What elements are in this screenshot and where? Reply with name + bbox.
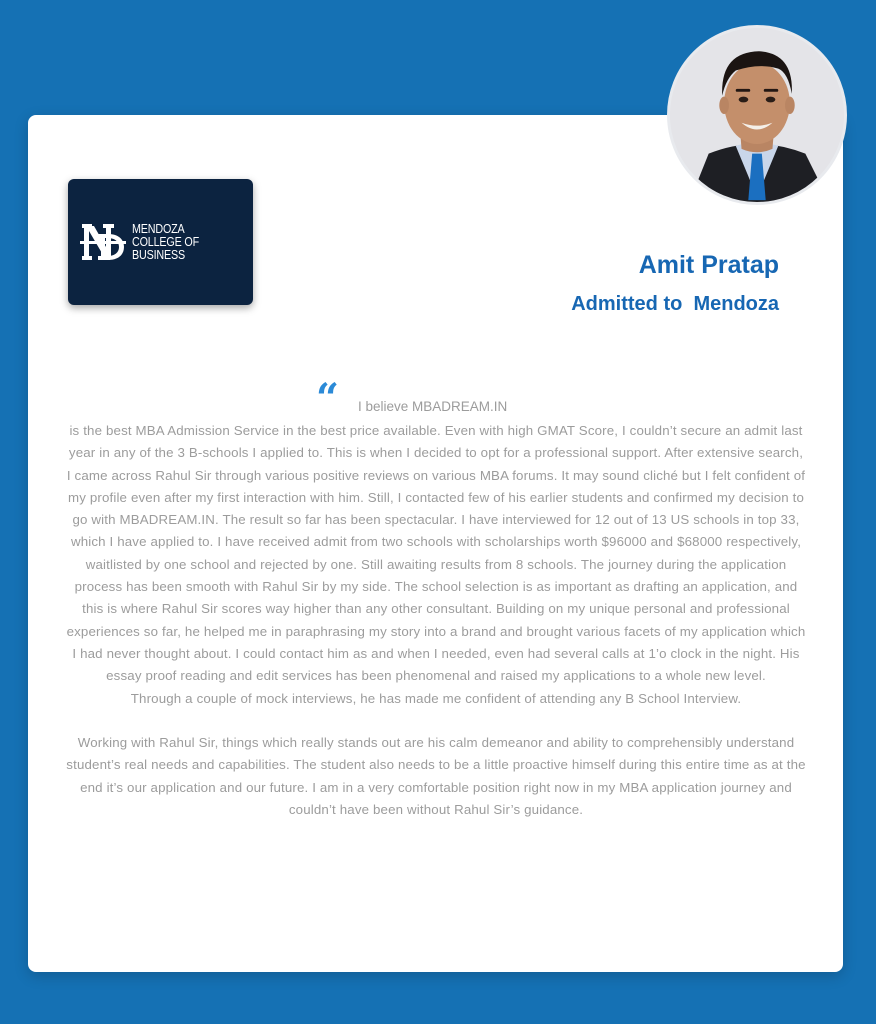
testimonial-card	[28, 115, 843, 972]
testimonial-paragraph: Through a couple of mock interviews, he has made me confident of attending any B School Interview.	[130, 690, 742, 706]
school-logo-text: MENDOZA COLLEGE OF BUSINESS	[131, 221, 199, 262]
student-name: Amit Pratap	[638, 251, 779, 279]
student-avatar	[667, 25, 847, 205]
testimonial-paragraph: is the best MBA Admission Service in the best price available. Even with high GMAT Score, I couldn’t secure an admit last year in any of the 3 B-schools I applied to. This is when I decided to opt for a professional support. After extensive search, I came across Rahul Sir through various positive reviews on various MBA forums. It may sound cliché but I felt confident of my profile even after my first interaction with him. Still, I contacted few of his earlier students and confirmed my decision to go with MBADREAM.IN. The result so far has been spectacular. I have interviewed for 12 out of 13 US schools in top 33, which I have applied to. I have received admit from two schools with scholarships worth $96000 and $68000 respectively, waitlisted by one school and rejected by one. Still awaiting results from 8 schools. The journey during the application process has been smooth with Rahul Sir by my side. The school selection is as important as drafting an application, and this is where Rahul Sir scores way higher than any other consultant. Building on my unique personal and professional experiences so far, he helped me in paraphrasing my story into a brand and brought various facets of my application which I had never thought about. I could contact him as and when I needed, even had several calls at 1’o clock in the night. His essay proof reading and edit services has been phenomenal and raised my applications to a whole new level.	[66, 423, 806, 684]
student-photo	[670, 28, 844, 202]
school-logo	[68, 179, 253, 305]
admitted-school: Admitted to Mendoza	[571, 293, 779, 315]
quote-lead-text: I believe MBADREAM.IN	[358, 399, 508, 414]
testimonial-paragraph: Working with Rahul Sir, things which really stands out are his calm demeanor and ability to comprehensibly understand student’s real needs and capabilities. The student also needs to be a little proactive himself during this entire time as at the end it’s our application and our future. I am in a very comfortable position right now in my MBA application journey and couldn’t have been without Rahul Sir’s guidance.	[66, 735, 806, 818]
quote-open-icon: “	[316, 375, 340, 422]
testimonial-text	[66, 420, 806, 821]
nd-monogram-icon	[80, 221, 126, 263]
